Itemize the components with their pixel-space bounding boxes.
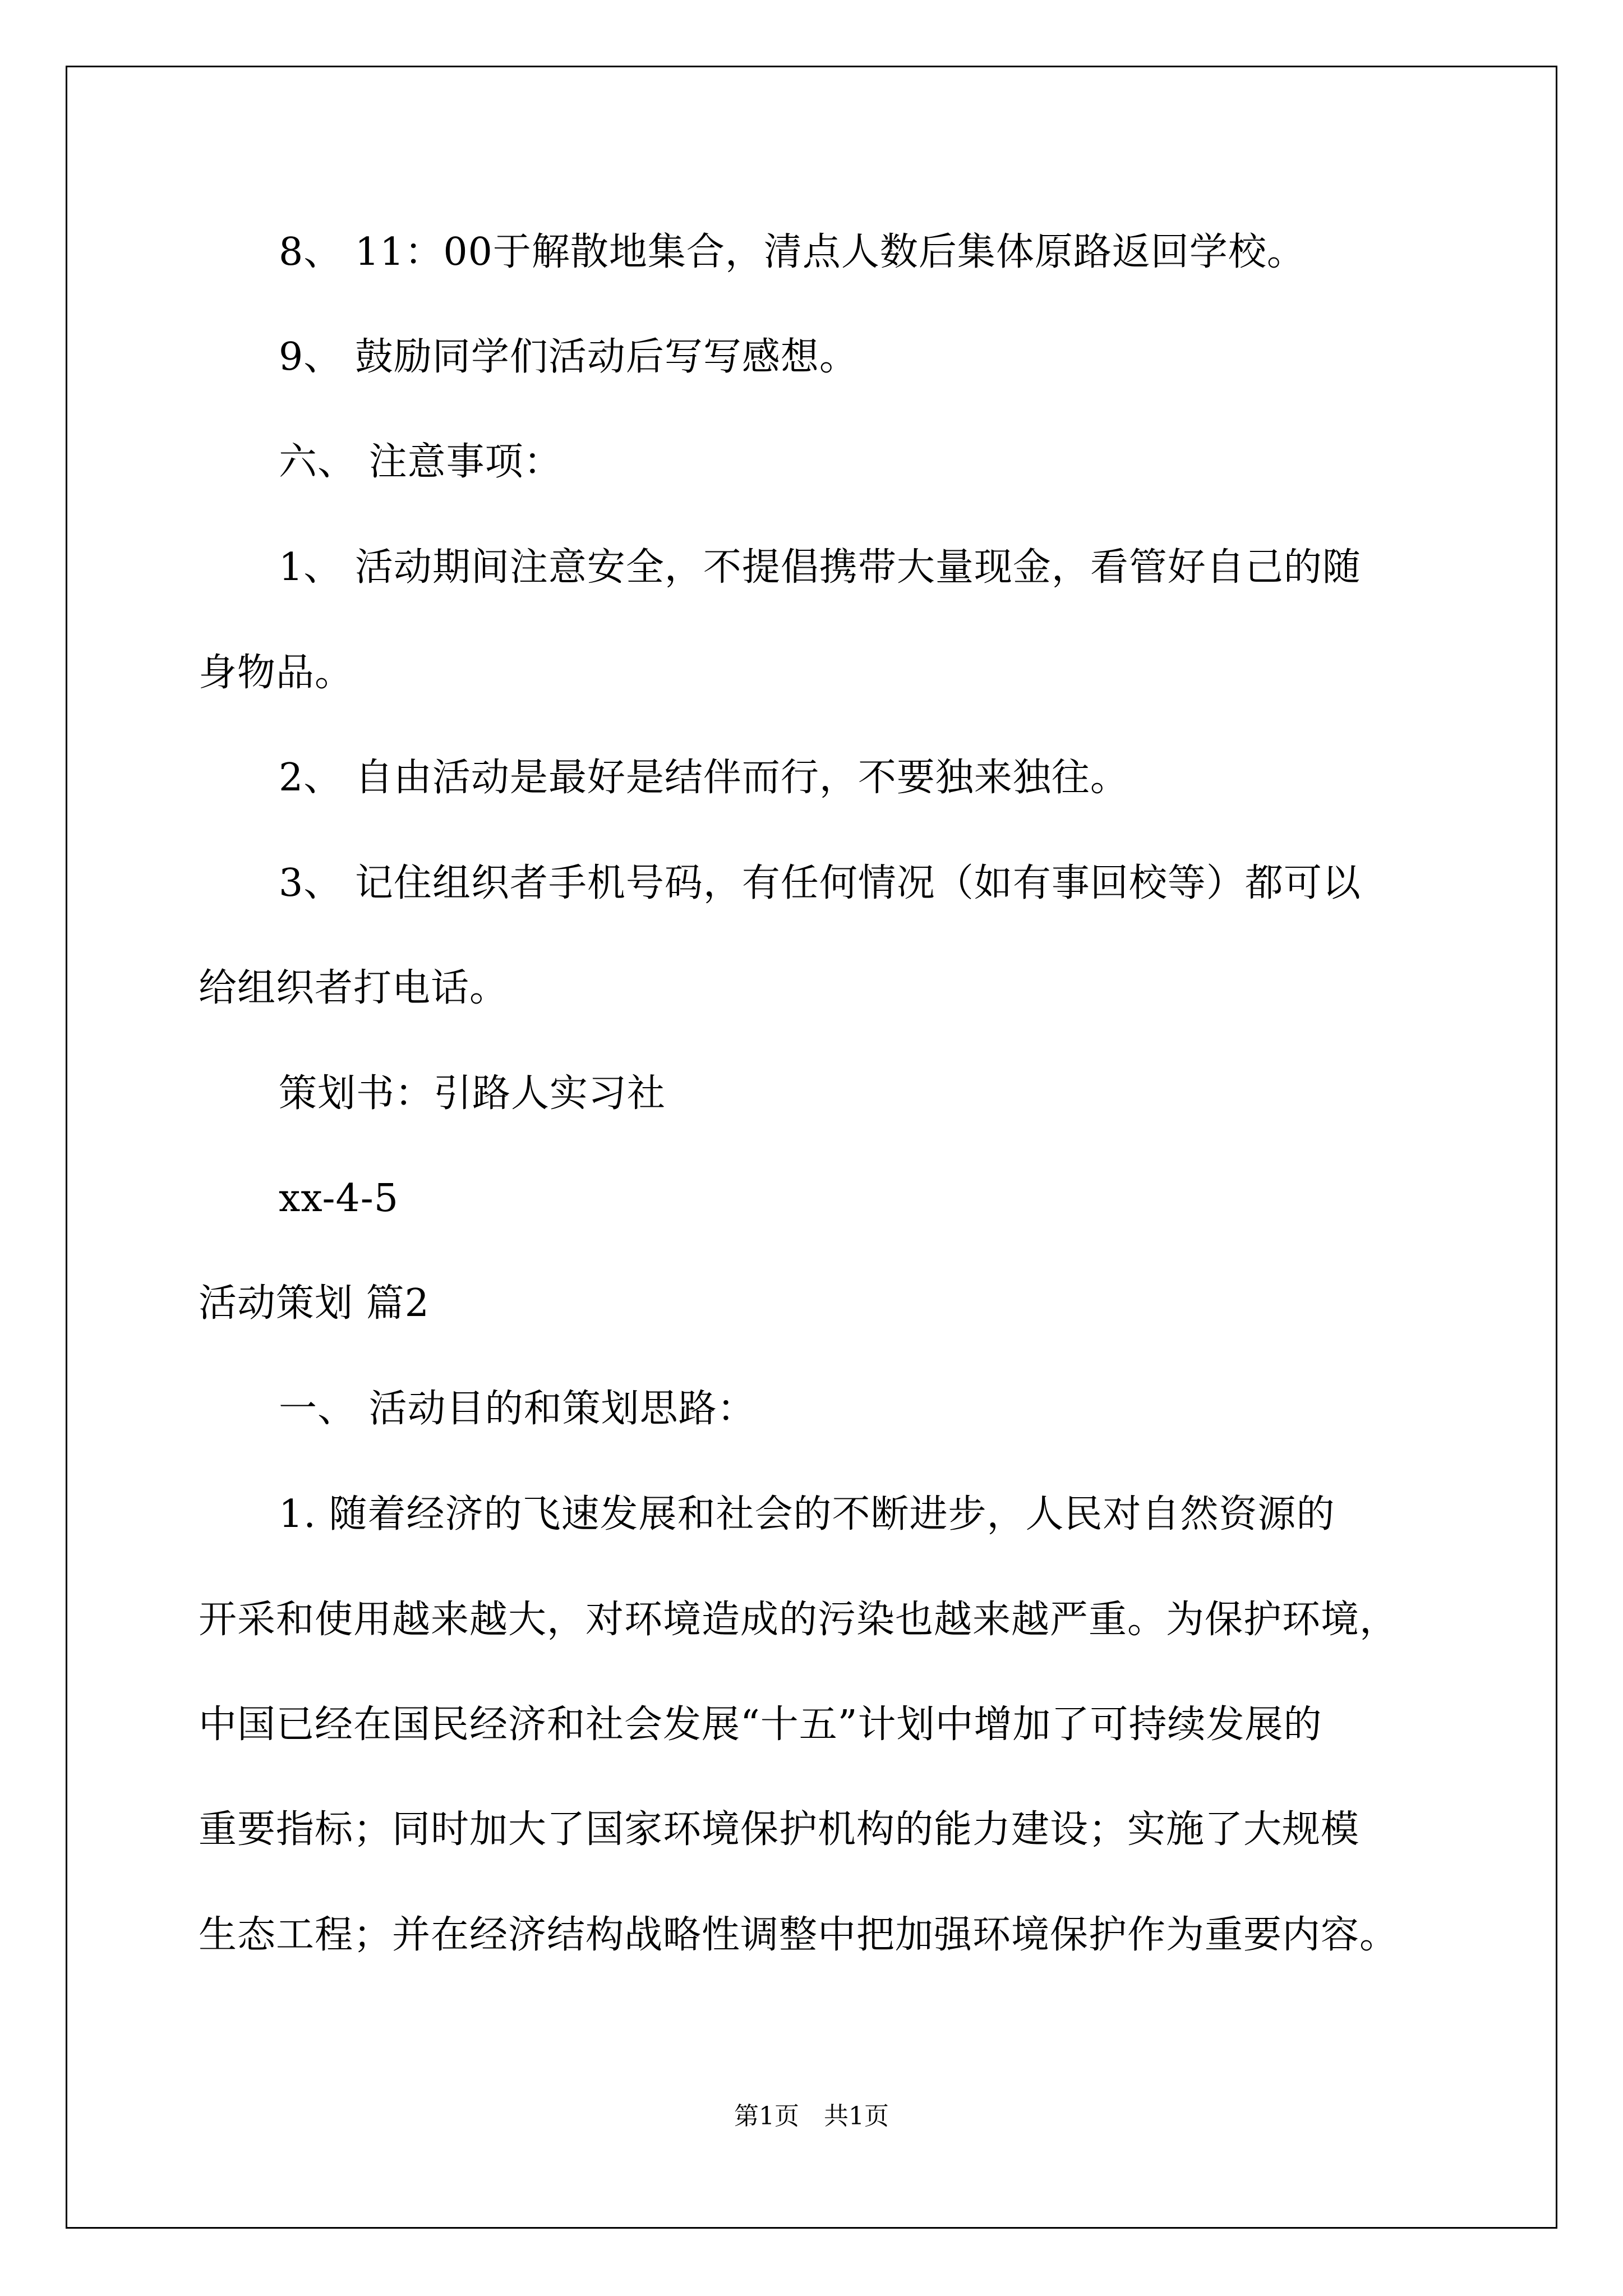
paragraph-line: 9、 鼓励同学们活动后写写感想。 bbox=[279, 335, 858, 379]
paragraph-line: 给组织者打电话。 bbox=[199, 966, 509, 1010]
section-title: 活动策划 篇2 bbox=[199, 1281, 430, 1326]
section-heading: 六、 注意事项： bbox=[279, 440, 562, 484]
paragraph-line: 身物品。 bbox=[199, 651, 354, 695]
paragraph-line: 生态工程；并在经济结构战略性调整中把加强环境保护作为重要内容。 bbox=[199, 1913, 1399, 1957]
paragraph-line: 策划书：引路人实习社 bbox=[279, 1071, 666, 1116]
paragraph-line: 2、 自由活动是最好是结伴而行，不要独来独往。 bbox=[279, 756, 1129, 800]
paragraph-line: 8、 11：00于解散地集合，清点人数后集体原路返回学校。 bbox=[279, 230, 1306, 274]
paragraph-line: 重要指标；同时加大了国家环境保护机构的能力建设；实施了大规模 bbox=[199, 1807, 1360, 1852]
paragraph-line: 1、 活动期间注意安全，不提倡携带大量现金，看管好自己的随 bbox=[279, 545, 1361, 590]
paragraph-line: 3、 记住组织者手机号码，有任何情况（如有事回校等）都可以 bbox=[279, 861, 1361, 905]
paragraph-line: 1. 随着经济的飞速发展和社会的不断进步，人民对自然资源的 bbox=[279, 1492, 1335, 1536]
section-heading: 一、 活动目的和策划思路： bbox=[279, 1387, 756, 1431]
page-footer: 第1页 共1页 bbox=[734, 2102, 889, 2131]
date-line: xx-4-5 bbox=[279, 1176, 399, 1221]
paragraph-line: 开采和使用越来越大，对环境造成的污染也越来越严重。为保护环境， bbox=[199, 1598, 1399, 1642]
paragraph-line: 中国已经在国民经济和社会发展“十五”计划中增加了可持续发展的 bbox=[199, 1703, 1322, 1747]
